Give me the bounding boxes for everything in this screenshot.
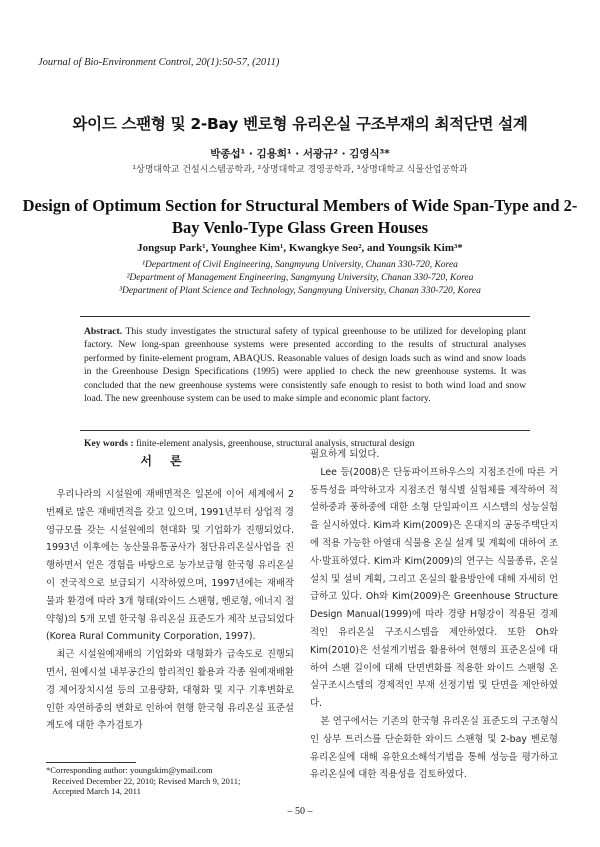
korean-title: 와이드 스팬형 및 2-Bay 벤로형 유리온실 구조부재의 최적단면 설계	[72, 115, 528, 133]
affiliation-3: ³Department of Plant Science and Technology, Sangmyung University, Chanan 330-720, Korea	[119, 286, 481, 296]
affiliation-2: ²Department of Management Engineering, Sangmyung University, Chanan 330-720, Korea	[126, 273, 474, 283]
abstract-top-rule	[80, 316, 530, 317]
affiliation-1: ¹Department of Civil Engineering, Sangmyung University, Chanan 330-720, Korea	[142, 260, 458, 270]
page-number: – 50 –	[287, 806, 313, 817]
paragraph: 본 연구에서는 기존의 한국형 유리온실 표준도의 구조형식인 상부 트러스를 단순화한 와이드 스팬형 및 2-bay 벤로형 유리온실에 대해 유한요소해석기법을 통해 성능을 평가하고 유리온실에 대한 적용성을 검토하였다.	[310, 715, 558, 781]
keywords-label: Key words :	[84, 438, 134, 449]
footnote-rule	[46, 762, 136, 763]
accepted-date: Accepted March 14, 2011	[52, 786, 141, 796]
footnote	[46, 765, 306, 797]
korean-affiliations: ¹상명대학교 건설시스템공학과, ²상명대학교 경영공학과, ³상명대학교 식물산업공학과	[132, 165, 468, 175]
korean-authors: 박종섭¹ · 김용희¹ · 서광규² · 김영식³*	[210, 148, 390, 160]
abstract-label: Abstract.	[84, 326, 123, 337]
left-column	[46, 486, 294, 735]
right-column	[310, 446, 558, 784]
paragraph: Lee 등(2008)은 단동파이프하우스의 지점조건에 따른 거동특성을 파악하고자 지점조건 형식별 실험체를 제작하여 적설하중과 풍하중에 대한 소형 단일파이프 시스템의 성능실험을 실시하였다. Kim과 Kim(2009)은 온대지의 공동주택단지에 적용 가능한 아열대 식물용 온실 설계 및 계획에 대하여 조사·발표하였다. Kim과 Kim(2009)의 연구는 식물종류, 온실 설치 및 설비 계획, 그리고 온실의 활용방안에 대해 자세히 언급하고 있다. Oh와 Kim(2009)은 Greenhouse Structure Design Manual(1999)에 따라 경량 H형강이 적용된 경제적인 유리온실 구조시스템을 제안하였다. 또한 Oh와 Kim(2010)은 선설계기법을 활용하여 현행의 표준온실에 대하여 스팬 길이에 대해 단면변화를 적용한 와이드 스팬형 온실구조시스템의 경제적인 부재 선정기법 및 단면을 제안하였다.	[310, 466, 558, 710]
received-date: Received December 22, 2010; Revised March 9, 2011;	[52, 775, 241, 786]
english-authors: Jongsup Park¹, Younghee Kim¹, Kwangkye Seo², and Youngsik Kim³*	[137, 242, 463, 254]
abstract	[84, 325, 526, 405]
paragraph: 최근 시설원예재배의 기업화와 대형화가 급속도로 진행되면서, 원예시설 내부공간의 합리적인 활용과 각종 원예재배환경 제어장치시설 등의 고용량화, 대형화 및 지구 기후변화로 인한 자연하중의 변화로 인하여 현행 한국형 유리온실 표준설계도에 대한 추가검토가	[46, 649, 294, 732]
keywords-text: finite-element analysis, greenhouse, structural analysis, structural design	[135, 438, 415, 449]
abstract-text: This study investigates the structural safety of typical greenhouse to be utilized for developing plant factory. New long-span greenhouse systems were presented according to the results of structural analyses performed by finite-element program, ABAQUS. Reasonable values of design loads such as wind and snow loads in the Greenhouse Design Specifications (1995) were applied to check the new greenhouse systems. It was concluded that the new greenhouse systems were consistently safe enough to resist to both wind load and snow load. The new greenhouse system can be used to make simple and economic plant factory.	[84, 326, 526, 405]
keywords-rule	[80, 430, 530, 431]
corresponding-author: *Corresponding author: youngskim@ymail.com	[46, 765, 213, 775]
english-title: Design of Optimum Section for Structural Members of Wide Span-Type and 2-Bay Venlo-Type Glass Green Houses	[22, 196, 578, 237]
paragraph: 필요하게 되었다.	[310, 449, 380, 460]
english-affiliations	[0, 259, 600, 298]
paragraph: 우리나라의 시설원예 재배면적은 일본에 이어 세계에서 2번째로 많은 재배면적을 갖고 있으며, 1991년부터 상업적 경영규모를 갖는 시설원예의 현대화 및 기업화가 진행되었다. 1993년 이후에는 농산물유통공사가 첨단유리온실사업을 진행하면서 얻은 경험을 바탕으로 농가보급형 한국형 유리온실이 전국적으로 보급되기 시작하였으며, 1997년에는 재배작물과 환경에 따라 3개 형태(와이드 스팬형, 벤로형, 에너지 절약형)의 5개 모델 한국형 유리온실 표준도가 제작 보급되었다(Korea Rural Community Corporation, 1997).	[46, 489, 294, 643]
journal-citation: Journal of Bio-Environment Control, 20(1):50-57, (2011)	[38, 57, 280, 68]
section-heading-introduction: 서론	[140, 454, 200, 468]
